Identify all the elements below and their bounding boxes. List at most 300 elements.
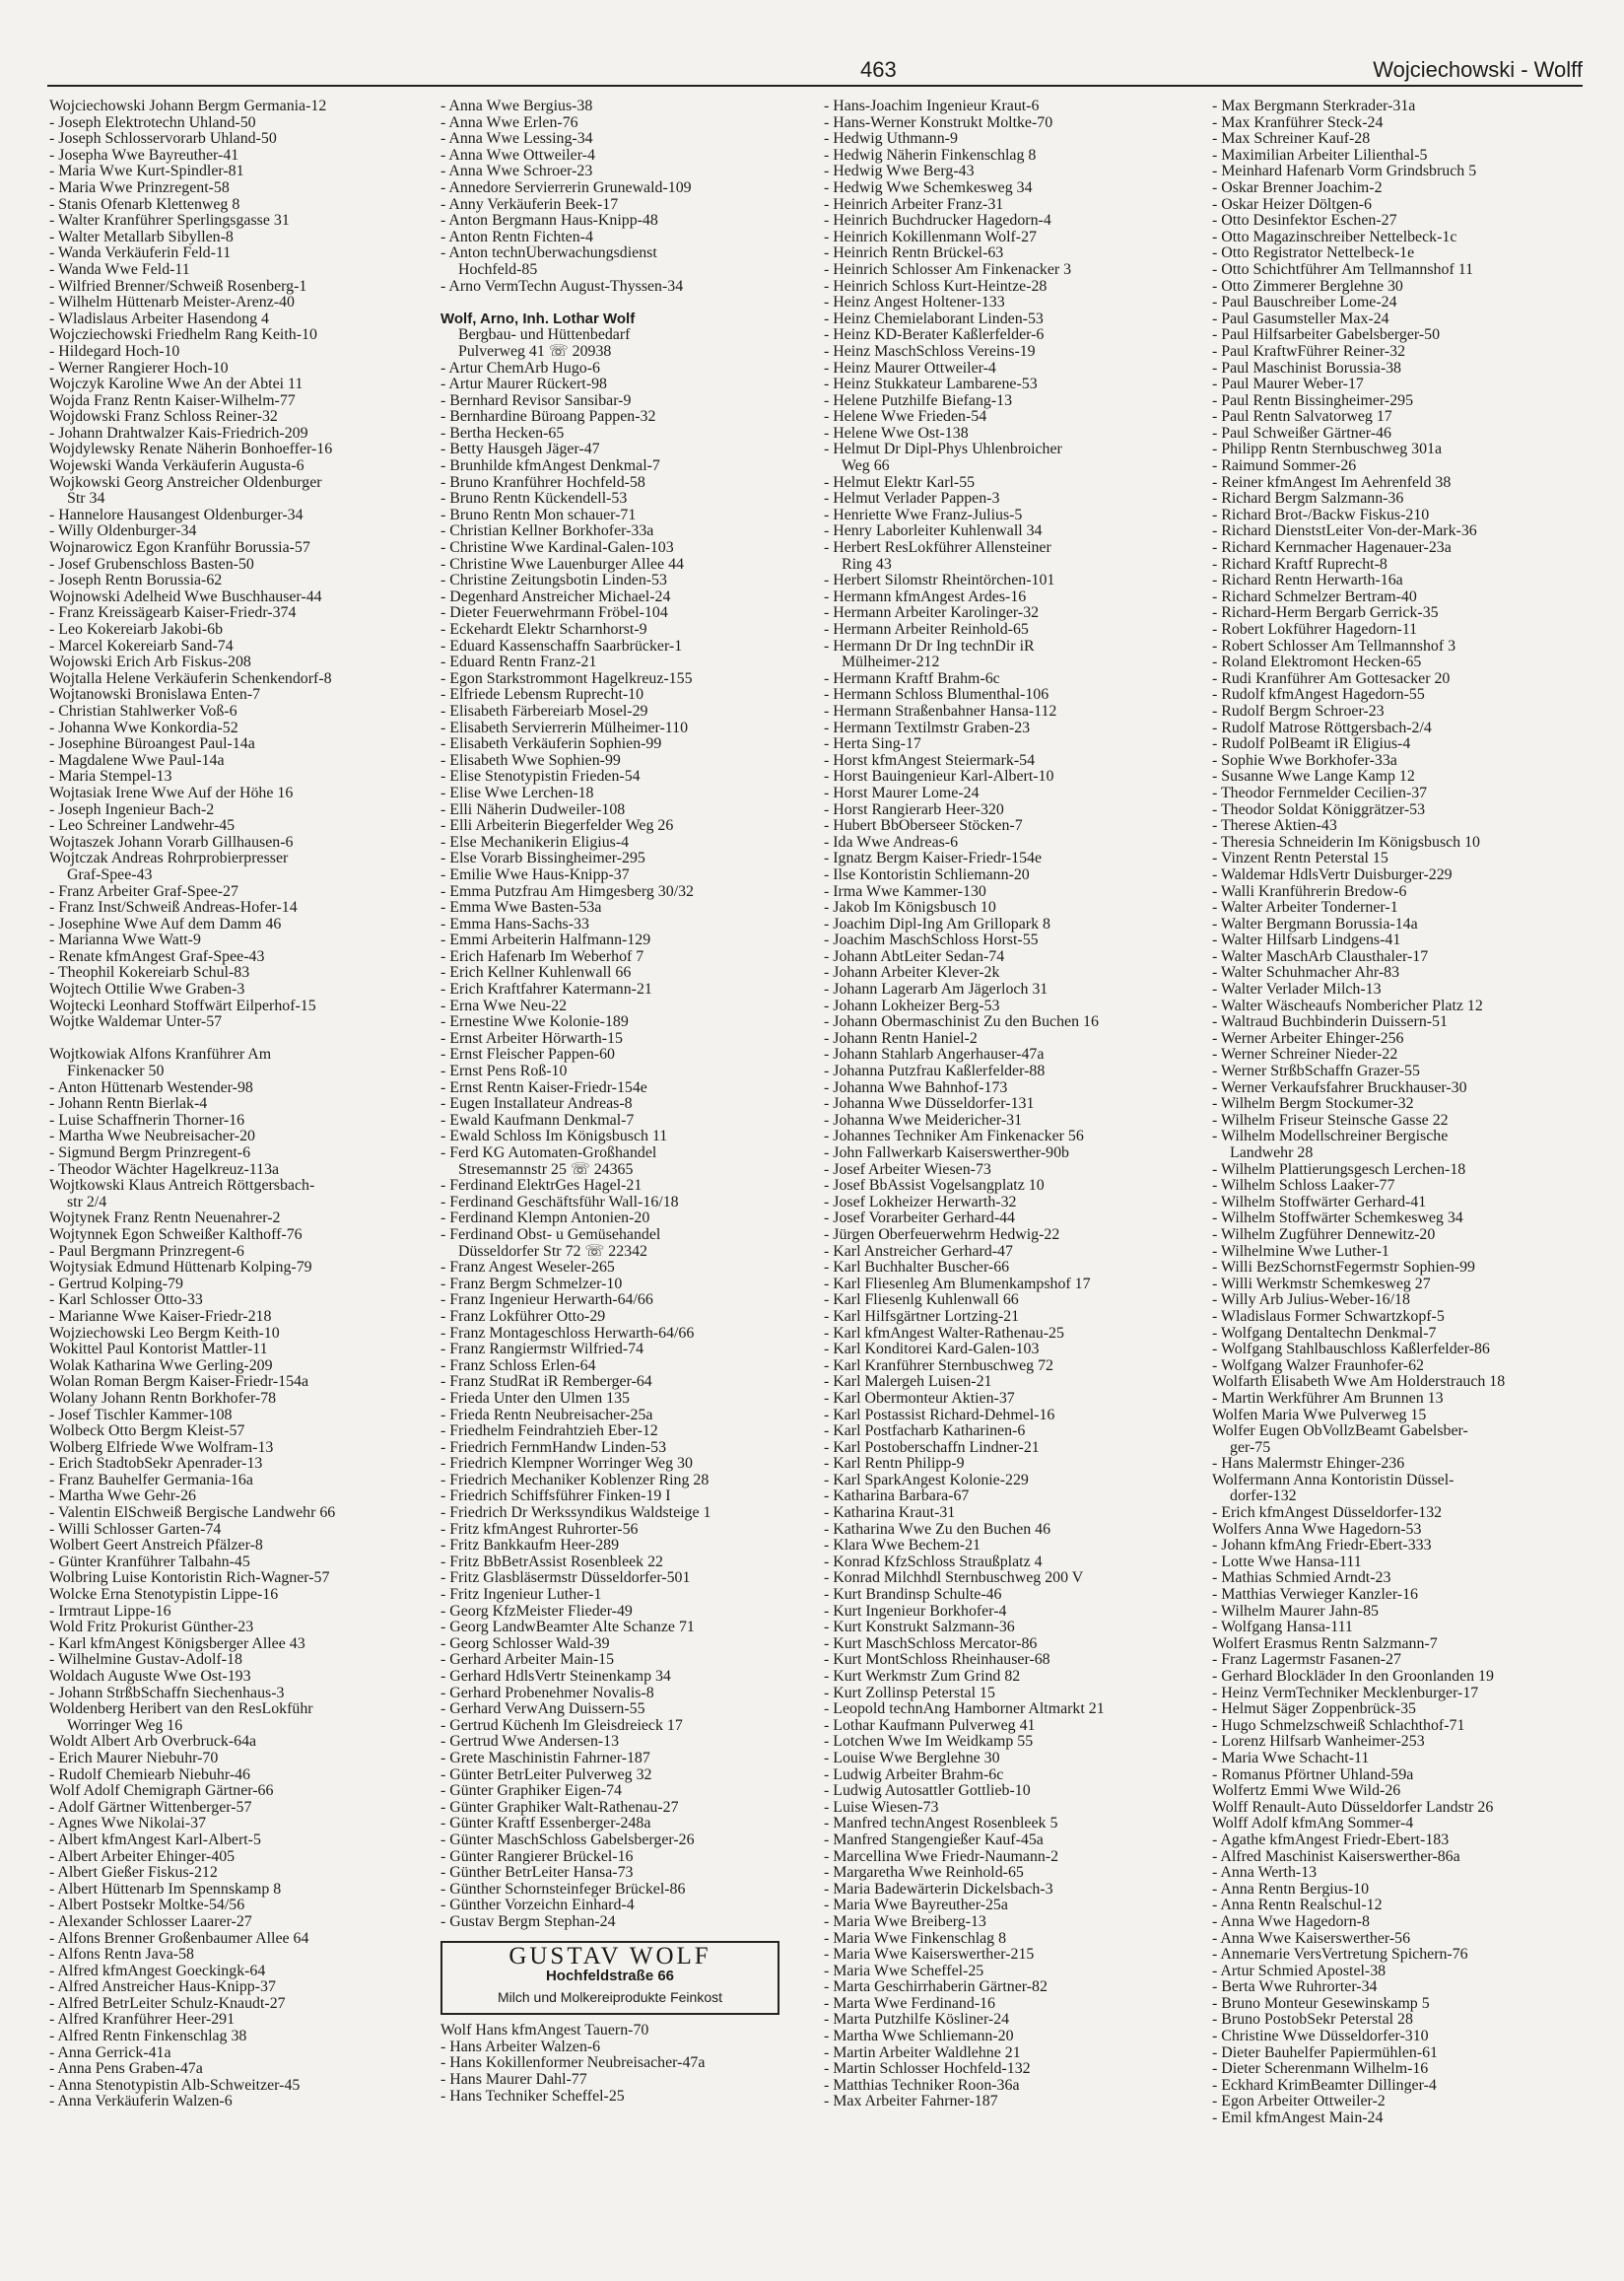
directory-entry: - Emma Wwe Basten-53a	[440, 900, 602, 917]
directory-entry: - Franz Ingenieur Herwarth-64/66	[440, 1292, 653, 1309]
directory-entry: - Wilhelm Friseur Steinsche Gasse 22	[1212, 1112, 1449, 1129]
directory-entry: - Josepha Wwe Bayreuther-41	[49, 147, 239, 164]
directory-entry: - Friedrich Dr Werkssyndikus Waldsteige 1	[440, 1505, 711, 1522]
directory-entry: Landwehr 28	[1230, 1145, 1314, 1161]
directory-entry: Wolbring Luise Kontoristin Rich-Wagner-57	[49, 1570, 330, 1587]
directory-entry: - Johanna Wwe Düsseldorfer-131	[824, 1096, 1035, 1113]
directory-entry: - Walter Bergmann Borussia-14a	[1212, 916, 1418, 933]
directory-entry: - Ernestine Wwe Kolonie-189	[440, 1014, 629, 1031]
directory-entry: - Karl SparkAngest Kolonie-229	[824, 1472, 1029, 1488]
directory-entry: - Günther Schornsteinfeger Brückel-86	[440, 1881, 686, 1898]
directory-entry: - Annedore Servierrerin Grunewald-109	[440, 179, 692, 196]
directory-entry: - Johann Arbeiter Klever-2k	[824, 965, 1000, 982]
directory-entry: Wojtecki Leonhard Stoffwärt Eilperhof-15	[49, 998, 316, 1014]
directory-entry: - Anna Wwe Kaiserswerther-56	[1212, 1930, 1411, 1947]
directory-entry: - Wanda Wwe Feld-11	[49, 261, 190, 278]
directory-entry: - Heinz KD-Berater Kaßlerfelder-6	[824, 327, 1045, 344]
directory-entry: - Hans Maurer Dahl-77	[440, 2072, 587, 2089]
directory-entry: Finkenacker 50	[67, 1064, 165, 1080]
directory-entry: Wojtkowiak Alfons Kranführer Am	[49, 1047, 272, 1064]
directory-entry: - Wolfgang Walzer Fraunhofer-62	[1212, 1357, 1424, 1374]
directory-entry: Wolfers Anna Wwe Hagedorn-53	[1212, 1521, 1422, 1538]
directory-entry: - Johann Lagerarb Am Jägerloch 31	[824, 982, 1049, 999]
directory-entry: - Frieda Rentn Neubreisacher-25a	[440, 1407, 653, 1423]
directory-entry: - Hans Techniker Scheffel-25	[440, 2088, 625, 2105]
directory-entry: - Johanna Wwe Konkordia-52	[49, 720, 238, 736]
directory-entry: - Hedwig Näherin Finkenschlag 8	[824, 147, 1037, 164]
directory-entry: - Willi Schlosser Garten-74	[49, 1521, 222, 1538]
directory-entry: - Eckehardt Elektr Scharnhorst-9	[440, 622, 647, 638]
directory-entry: Bergbau- und Hüttenbedarf	[458, 327, 631, 344]
directory-entry: - Lorenz Hilfsarb Wanheimer-253	[1212, 1734, 1425, 1751]
directory-entry: - Hermann Kraftf Brahm-6c	[824, 670, 1000, 687]
directory-entry: - Bernhardine Büroang Pappen-32	[440, 409, 656, 426]
directory-entry: Wolfarth Elisabeth Wwe Am Holderstrauch 18	[1212, 1374, 1506, 1391]
directory-entry: - Reiner kfmAngest Im Aehrenfeld 38	[1212, 474, 1452, 491]
directory-entry: - Bertha Hecken-65	[440, 425, 565, 442]
directory-entry: - Alfons Brenner Großenbaumer Allee 64	[49, 1930, 309, 1947]
directory-entry: - Gerhard VerwAng Duissern-55	[440, 1701, 645, 1718]
directory-entry: - Anton Bergmann Haus-Knipp-48	[440, 213, 658, 230]
directory-entry: - Fritz Glasbläsermstr Düsseldorfer-501	[440, 1570, 691, 1587]
directory-entry: Wolbeck Otto Bergm Kleist-57	[49, 1423, 245, 1440]
directory-entry: Wojciechowski Johann Bergm Germania-12	[49, 99, 327, 114]
directory-entry: - Hedwig Wwe Schemkesweg 34	[824, 179, 1033, 196]
directory-entry: - Otto Registrator Nettelbeck-1e	[1212, 245, 1415, 262]
directory-entry: - Paul Gasumsteller Max-24	[1212, 311, 1389, 327]
directory-entry: - Alfred Anstreicher Haus-Knipp-37	[49, 1979, 276, 1996]
directory-entry: - Anna Wwe Erlen-76	[440, 114, 578, 131]
directory-entry: - Louise Wwe Berglehne 30	[824, 1750, 1000, 1766]
directory-entry: - Richard Rentn Herwarth-16a	[1212, 573, 1403, 589]
directory-entry: - Franz Lagermstr Fasanen-27	[1212, 1652, 1401, 1669]
directory-entry: - Maria Wwe Breiberg-13	[824, 1913, 986, 1930]
directory-entry: - Christine Zeitungsbotin Linden-53	[440, 573, 667, 589]
directory-entry: - Wladislaus Former Schwartzkopf-5	[1212, 1308, 1445, 1325]
directory-entry: Weg 66	[842, 458, 890, 475]
directory-entry: Wojda Franz Rentn Kaiser-Wilhelm-77	[49, 392, 296, 409]
directory-entry: - Emmi Arbeiterin Halfmann-129	[440, 933, 651, 949]
directory-entry: Str 34	[67, 491, 105, 508]
directory-entry: - Joachim Dipl-Ing Am Grillopark 8	[824, 916, 1050, 933]
directory-entry: - Alexander Schlosser Laarer-27	[49, 1913, 252, 1930]
directory-entry: - Heinz Angest Holtener-133	[824, 295, 1005, 311]
directory-entry: - Theodor Fernmelder Cecilien-37	[1212, 785, 1428, 801]
directory-entry: - Erich Maurer Niebuhr-70	[49, 1750, 219, 1766]
directory-entry: - Walter Arbeiter Tonderner-1	[1212, 900, 1398, 917]
directory-entry: - Roland Elektromont Hecken-65	[1212, 655, 1422, 671]
directory-entry: - Ernst Fleischer Pappen-60	[440, 1047, 615, 1064]
directory-entry: - Paul Maurer Weber-17	[1212, 377, 1364, 393]
directory-entry: - Josef BbAssist Vogelsangplatz 10	[824, 1178, 1045, 1195]
directory-entry: Wolfen Maria Wwe Pulverweg 15	[1212, 1407, 1427, 1423]
directory-entry: - Adolf Gärtner Wittenberger-57	[49, 1799, 252, 1816]
directory-entry: - Karl Kranführer Sternbuschweg 72	[824, 1357, 1053, 1374]
directory-entry: Wojziechowski Leo Bergm Keith-10	[49, 1325, 280, 1342]
directory-entry: - Agnes Wwe Nikolai-37	[49, 1816, 207, 1832]
gustav-wolf-advertisement	[440, 1941, 779, 2016]
directory-entry: - Paul Bergmann Prinzregent-6	[49, 1243, 244, 1260]
directory-entry: - Ferdinand Geschäftsführ Wall-16/18	[440, 1194, 679, 1210]
directory-entry: - Wilhelm Bergm Stockumer-32	[1212, 1096, 1414, 1113]
directory-entry: - Hans-Joachim Ingenieur Kraut-6	[824, 99, 1040, 114]
directory-entry: - Theresia Schneiderin Im Königsbusch 10	[1212, 834, 1480, 851]
directory-entry: - Josef Tischler Kammer-108	[49, 1407, 233, 1423]
directory-entry: - Horst Bauingenieur Karl-Albert-10	[824, 769, 1054, 786]
directory-entry: Wolf Hans kfmAngest Tauern-70	[440, 2023, 649, 2039]
directory-entry: - Helene Wwe Ost-138	[824, 425, 969, 442]
directory-entry: - Rudolf PolBeamt iR Eligius-4	[1212, 736, 1411, 753]
directory-column-2	[440, 99, 820, 2267]
directory-entry: - Günter MaschSchloss Gabelsberger-26	[440, 1832, 695, 1848]
directory-entry: - Günter Kraftf Essenberger-248a	[440, 1816, 651, 1832]
directory-entry: - Heinrich Buchdrucker Hagedorn-4	[824, 213, 1051, 230]
directory-entry: Wold Fritz Prokurist Günther-23	[49, 1620, 254, 1636]
directory-entry: - Georg KfzMeister Flieder-49	[440, 1603, 633, 1620]
directory-entry: - Fritz Bankkaufm Heer-289	[440, 1538, 620, 1555]
directory-entry: - Alfred Maschinist Kaiserswerther-86a	[1212, 1848, 1460, 1865]
directory-entry: - Paul KraftwFührer Reiner-32	[1212, 343, 1406, 360]
directory-entry: - Elisabeth Wwe Sophien-99	[440, 752, 621, 769]
directory-entry: - Hugo Schmelzschweiß Schlachthof-71	[1212, 1717, 1465, 1734]
directory-entry: - Hildegard Hoch-10	[49, 343, 180, 360]
directory-entry: - Richard DienststLeiter Von-der-Mark-36	[1212, 523, 1477, 540]
directory-entry: Woldach Auguste Wwe Ost-193	[49, 1669, 251, 1685]
directory-entry: - Karl Postfacharb Katharinen-6	[824, 1423, 1026, 1440]
directory-entry: - Elisabeth Färbereiarb Mosel-29	[440, 703, 648, 720]
directory-entry: - Hans-Werner Konstrukt Moltke-70	[824, 114, 1053, 131]
directory-entry: - Elise Wwe Lerchen-18	[440, 785, 594, 801]
directory-entry: - Walter Kranführer Sperlingsgasse 31	[49, 213, 290, 230]
directory-entry: - Heinz Chemielaborant Linden-53	[824, 311, 1044, 327]
directory-entry: - Ferdinand ElektrGes Hagel-21	[440, 1178, 643, 1195]
directory-entry: - Albert Postsekr Moltke-54/56	[49, 1898, 245, 1914]
directory-entry: Wojtasiak Irene Wwe Auf der Höhe 16	[49, 785, 294, 801]
directory-entry: - Wilhelm Plattierungsgesch Lerchen-18	[1212, 1161, 1466, 1178]
directory-entry: - Marta Geschirrhaberin Gärtner-82	[824, 1979, 1048, 1996]
directory-entry: - Maria Wwe Finkenschlag 8	[824, 1930, 1007, 1947]
directory-entry: - Sigmund Bergm Prinzregent-6	[49, 1145, 251, 1161]
directory-entry: - Anna Rentn Realschul-12	[1212, 1898, 1383, 1914]
directory-entry: - Johann Rentn Bierlak-4	[49, 1096, 208, 1113]
directory-entry: Wolan Roman Bergm Kaiser-Friedr-154a	[49, 1374, 309, 1391]
directory-entry: - Matthias Techniker Roon-36a	[824, 2077, 1020, 2094]
directory-entry: - Georg LandwBeamter Alte Schanze 71	[440, 1620, 695, 1636]
directory-entry: - Albert Arbeiter Ehinger-405	[49, 1848, 236, 1865]
directory-entry: - Alfons Rentn Java-58	[49, 1947, 194, 1964]
directory-entry: - Joseph Ingenieur Bach-2	[49, 801, 215, 818]
directory-entry: - Lothar Kaufmann Pulverweg 41	[824, 1717, 1036, 1734]
directory-entry: - Martha Wwe Gehr-26	[49, 1488, 196, 1505]
directory-entry: - Franz Inst/Schweiß Andreas-Hofer-14	[49, 900, 298, 917]
directory-entry: - Werner Rangierer Hoch-10	[49, 360, 229, 377]
directory-entry: - Theophil Kokereiarb Schul-83	[49, 965, 250, 982]
directory-entry: - Elfriede Lebensm Ruprecht-10	[440, 687, 644, 704]
directory-entry: - Leopold technAng Hamborner Altmarkt 21	[824, 1701, 1105, 1718]
directory-entry: - Franz StudRat iR Remberger-64	[440, 1374, 652, 1391]
directory-entry: - Eduard Kassenschaffn Saarbrücker-1	[440, 638, 683, 655]
directory-entry: - Joseph Rentn Borussia-62	[49, 573, 223, 589]
directory-entry: - Katharina Wwe Zu den Buchen 46	[824, 1521, 1051, 1538]
directory-entry: - Otto Desinfektor Eschen-27	[1212, 213, 1397, 230]
directory-entry: - Leo Kokereiarb Jakobi-6b	[49, 622, 224, 638]
directory-entry: Wojtynek Franz Rentn Neuenahrer-2	[49, 1210, 281, 1227]
directory-entry: - Walter Schuhmacher Ahr-83	[1212, 965, 1400, 982]
directory-entry: - Martin Schlosser Hochfeld-132	[824, 2061, 1031, 2078]
directory-entry: Woldenberg Heribert van den ResLokführ	[49, 1701, 313, 1718]
directory-entry: - Wladislaus Arbeiter Hasendong 4	[49, 311, 270, 327]
directory-entry: - Friedrich FernmHandw Linden-53	[440, 1439, 667, 1456]
directory-entry: - Bruno Kranführer Hochfeld-58	[440, 474, 645, 491]
directory-entry: - Günter Graphiker Walt-Rathenau-27	[440, 1799, 679, 1816]
directory-entry: - Johann Obermaschinist Zu den Buchen 16	[824, 1014, 1099, 1031]
directory-entry: - Josef Arbeiter Wiesen-73	[824, 1161, 991, 1178]
directory-entry: - Jürgen Oberfeuerwehrm Hedwig-22	[824, 1226, 1060, 1243]
directory-entry: - Werner Verkaufsfahrer Bruckhauser-30	[1212, 1079, 1467, 1096]
directory-entry: - Eduard Rentn Franz-21	[440, 655, 597, 671]
directory-entry: - Hermann Straßenbahner Hansa-112	[824, 703, 1057, 720]
directory-entry: - Ferdinand Obst- u Gemüsehandel	[440, 1226, 661, 1243]
directory-column-1	[49, 99, 429, 2267]
page-number: 463	[860, 57, 897, 82]
directory-entry: - Helmut Dr Dipl-Phys Uhlenbroicher	[824, 442, 1062, 458]
directory-entry: Wolbert Geert Anstreich Pfälzer-8	[49, 1538, 263, 1555]
directory-entry: - Helmut Verlader Pappen-3	[824, 491, 1000, 508]
directory-entry: - Alfred Rentn Finkenschlag 38	[49, 2029, 247, 2045]
directory-entry: - Heinrich Schlosser Am Finkenacker 3	[824, 261, 1072, 278]
ad-company-name: GUSTAV WOLF	[508, 1942, 711, 1970]
directory-entry: - Magdalene Wwe Paul-14a	[49, 752, 225, 769]
directory-entry: - Josephine Wwe Auf dem Damm 46	[49, 916, 282, 933]
directory-entry: - Dieter Feuerwehrmann Fröbel-104	[440, 605, 668, 622]
directory-entry: - Ewald Kaufmann Denkmal-7	[440, 1112, 635, 1129]
directory-entry: - Anna Rentn Bergius-10	[1212, 1881, 1370, 1898]
directory-entry: Wojdylewsky Renate Näherin Bonhoeffer-16	[49, 442, 333, 458]
directory-entry: - Johann kfmAng Friedr-Ebert-333	[1212, 1538, 1432, 1555]
directory-entry: - Hermann Arbeiter Reinhold-65	[824, 622, 1029, 638]
directory-entry: - Katharina Barbara-67	[824, 1488, 970, 1505]
directory-entry: Wolcke Erna Stenotypistin Lippe-16	[49, 1587, 279, 1604]
directory-entry: - Emma Putzfrau Am Himgesberg 30/32	[440, 883, 695, 900]
directory-entry: - Dieter Scherenmann Wilhelm-16	[1212, 2061, 1429, 2078]
directory-entry: - Elli Arbeiterin Biegerfelder Weg 26	[440, 818, 674, 835]
directory-entry: - Christine Wwe Lauenburger Allee 44	[440, 556, 684, 573]
directory-entry: - Gerhard Blockläder In den Groonlanden 19	[1212, 1669, 1494, 1685]
directory-entry: - Berta Wwe Ruhrorter-34	[1212, 1979, 1378, 1996]
directory-entry: - Helmut Säger Zoppenbrück-35	[1212, 1701, 1416, 1718]
directory-entry: - Henry Laborleiter Kuhlenwall 34	[824, 523, 1043, 540]
directory-entry: - Martin Arbeiter Waldlehne 21	[824, 2044, 1021, 2061]
directory-entry: - Maximilian Arbeiter Lilienthal-5	[1212, 147, 1428, 164]
directory-entry: - Karl kfmAngest Königsberger Allee 43	[49, 1635, 305, 1652]
directory-entry: - Vinzent Rentn Peterstal 15	[1212, 851, 1388, 867]
directory-entry: - Erich StadtobSekr Apenrader-13	[49, 1456, 263, 1473]
directory-entry: - Alfred BetrLeiter Schulz-Knaudt-27	[49, 1995, 286, 2012]
directory-entry: Wojtysiak Edmund Hüttenarb Kolping-79	[49, 1260, 312, 1277]
directory-entry: - Kurt MaschSchloss Mercator-86	[824, 1635, 1038, 1652]
directory-entry: Wojcziechowski Friedhelm Rang Keith-10	[49, 327, 317, 344]
directory-entry: - Anna Gerrick-41a	[49, 2044, 171, 2061]
directory-entry: Wolf Adolf Chemigraph Gärtner-66	[49, 1783, 274, 1800]
directory-entry: - Matthias Verwieger Kanzler-16	[1212, 1587, 1418, 1604]
directory-entry: - Wilfried Brenner/Schweiß Rosenberg-1	[49, 278, 307, 295]
directory-entry: - Werner StrßbSchaffn Grazer-55	[1212, 1064, 1420, 1080]
directory-entry: - Hermann Dr Dr Ing technDir iR	[824, 638, 1035, 655]
directory-entry: - Emilie Wwe Haus-Knipp-37	[440, 866, 630, 883]
directory-entry: - Günther Vorzeichn Einhard-4	[440, 1898, 635, 1914]
directory-entry: - Max Arbeiter Fahrner-187	[824, 2094, 998, 2110]
directory-entry: - Albert Hüttenarb Im Spennskamp 8	[49, 1881, 282, 1898]
directory-entry: - Jakob Im Königsbusch 10	[824, 900, 996, 917]
directory-entry: - Wolfgang Dentaltechn Denkmal-7	[1212, 1325, 1437, 1342]
directory-entry: - Erna Wwe Neu-22	[440, 998, 568, 1014]
directory-entry: - Oskar Brenner Joachim-2	[1212, 179, 1383, 196]
directory-entry: Wojdowski Franz Schloss Reiner-32	[49, 409, 278, 426]
directory-entry: - Heinz MaschSchloss Vereins-19	[824, 343, 1036, 360]
directory-entry: - Ignatz Bergm Kaiser-Friedr-154e	[824, 851, 1043, 867]
directory-entry: - Maria Stempel-13	[49, 769, 172, 786]
directory-entry: - Walter Metallarb Sibyllen-8	[49, 229, 234, 245]
directory-entry: - Susanne Wwe Lange Kamp 12	[1212, 769, 1415, 786]
directory-entry: - Heinz Maurer Ottweiler-4	[824, 360, 996, 377]
directory-entry: - Friedrich Schiffsführer Finken-19 I	[440, 1488, 671, 1505]
directory-entry: - Heinz VermTechniker Mecklenburger-17	[1212, 1685, 1479, 1701]
directory-entry: Wolf, Arno, Inh. Lothar Wolf	[440, 311, 636, 327]
directory-entry: - Johann Drahtwalzer Kais-Friedrich-209	[49, 425, 308, 442]
directory-entry: Wolany Johann Rentn Borkhofer-78	[49, 1390, 277, 1407]
directory-entry: - Johann Stahlarb Angerhauser-47a	[824, 1047, 1045, 1064]
directory-entry: - Kurt Brandinsp Schulte-46	[824, 1587, 1002, 1604]
directory-entry: - Paul Schweißer Gärtner-46	[1212, 425, 1391, 442]
directory-entry: - Alfred kfmAngest Goeckingk-64	[49, 1963, 266, 1979]
directory-entry: - Willy Arb Julius-Weber-16/18	[1212, 1292, 1410, 1309]
directory-entry: - Wilhelmine Wwe Luther-1	[1212, 1243, 1389, 1260]
directory-entry: - Anna Wwe Bergius-38	[440, 99, 593, 114]
directory-entry: - Karl Buchhalter Buscher-66	[824, 1260, 1010, 1277]
directory-entry	[49, 1031, 429, 1048]
directory-entry: - Anton Rentn Fichten-4	[440, 229, 593, 245]
directory-entry: - Kurt Ingenieur Borkhofer-4	[824, 1603, 1007, 1620]
directory-entry: Wokittel Paul Kontorist Mattler-11	[49, 1342, 268, 1358]
directory-entry: - Marcel Kokereiarb Sand-74	[49, 638, 234, 655]
directory-entry: - Bruno Rentn Kückendell-53	[440, 491, 628, 508]
directory-entry: - Maria Wwe Schacht-11	[1212, 1750, 1370, 1766]
directory-entry: - Walter Hilfsarb Lindgens-41	[1212, 933, 1401, 949]
directory-entry: - Hannelore Hausangest Oldenburger-34	[49, 507, 304, 523]
directory-entry: - Martin Werkführer Am Brunnen 13	[1212, 1390, 1444, 1407]
directory-entry: - Karl Fliesenleg Am Blumenkampshof 17	[824, 1276, 1091, 1292]
directory-entry: - Hans Arbeiter Walzen-6	[440, 2039, 601, 2055]
directory-entry: - Mathias Schmied Arndt-23	[1212, 1570, 1391, 1587]
directory-entry: - Agathe kfmAngest Friedr-Ebert-183	[1212, 1832, 1450, 1848]
directory-entry: - Wilhelm Stoffwärter Gerhard-41	[1212, 1194, 1427, 1210]
directory-entry: - Rudolf Chemiearb Niebuhr-46	[49, 1766, 251, 1783]
directory-entry: Hochfeld-85	[458, 261, 538, 278]
directory-entry: - Kurt MontSchloss Rheinhauser-68	[824, 1652, 1050, 1669]
directory-entry: - Philipp Rentn Sternbuschweg 301a	[1212, 442, 1443, 458]
directory-entry: Wojewski Wanda Verkäuferin Augusta-6	[49, 458, 304, 475]
directory-entry: - Christine Wwe Kardinal-Galen-103	[440, 540, 674, 557]
directory-entry: - Manfred technAngest Rosenbleek 5	[824, 1816, 1058, 1832]
directory-entry: Wojnowski Adelheid Wwe Buschhauser-44	[49, 588, 322, 605]
directory-entry: - Rudi Kranführer Am Gottesacker 20	[1212, 670, 1451, 687]
directory-entry: - Horst Rangierarb Heer-320	[824, 801, 1004, 818]
directory-entry: - Christian Kellner Borkhofer-33a	[440, 523, 654, 540]
directory-entry: Wojtaszek Johann Vorarb Gillhausen-6	[49, 834, 294, 851]
directory-entry: - Hedwig Wwe Berg-43	[824, 164, 975, 180]
directory-entry: - Frieda Unter den Ulmen 135	[440, 1390, 630, 1407]
directory-entry: - Johanna Putzfrau Kaßlerfelder-88	[824, 1064, 1046, 1080]
directory-entry: - Karl Obermonteur Aktien-37	[824, 1390, 1015, 1407]
directory-entry: - Josef Grubenschloss Basten-50	[49, 556, 254, 573]
directory-entry: Stresemannstr 25 ☏ 24365	[458, 1161, 634, 1178]
directory-entry: - Therese Aktien-43	[1212, 818, 1337, 835]
directory-entry: Wojtczak Andreas Rohrprobierpresser	[49, 851, 289, 867]
directory-entry	[440, 295, 820, 311]
directory-entry: Wojtke Waldemar Unter-57	[49, 1014, 223, 1031]
directory-entry: - Anna Wwe Ottweiler-4	[440, 147, 595, 164]
directory-entry: - Marta Putzhilfe Kösliner-24	[824, 2012, 1010, 2029]
directory-entry: - Romanus Pförtner Uhland-59a	[1212, 1766, 1414, 1783]
directory-entry: - Johann Rentn Haniel-2	[824, 1030, 978, 1047]
directory-entry: - Helene Putzhilfe Biefang-13	[824, 392, 1013, 409]
directory-entry: - Hermann kfmAngest Ardes-16	[824, 588, 1027, 605]
directory-entry: - Wilhelm Stoffwärter Schemkesweg 34	[1212, 1210, 1463, 1227]
directory-entry: - Wilhelm Modellschreiner Bergische	[1212, 1129, 1449, 1145]
directory-entry: - Herbert ResLokführer Allensteiner	[824, 540, 1051, 557]
directory-entry: - Elise Stenotypistin Frieden-54	[440, 769, 641, 786]
directory-entry: - Ferd KG Automaten-Großhandel	[440, 1145, 657, 1161]
directory-entry: Graf-Spee-43	[67, 866, 153, 883]
directory-entry: - Joseph Schlosservorarb Uhland-50	[49, 131, 277, 148]
directory-entry: - Anna Wwe Hagedorn-8	[1212, 1913, 1370, 1930]
directory-entry: - Anna Verkäuferin Walzen-6	[49, 2094, 233, 2110]
directory-entry: - Max Bergmann Sterkrader-31a	[1212, 99, 1416, 114]
directory-entry: - Georg Schlosser Wald-39	[440, 1635, 610, 1652]
directory-entry: - Willi Werkmstr Schemkesweg 27	[1212, 1276, 1431, 1292]
directory-entry: - Fritz Ingenieur Luther-1	[440, 1587, 602, 1604]
directory-entry: - Elisabeth Verkäuferin Sophien-99	[440, 736, 662, 753]
directory-entry: - Franz Montageschloss Herwarth-64/66	[440, 1325, 695, 1342]
directory-columns	[49, 99, 1587, 2267]
directory-entry: - Josephine Büroangest Paul-14a	[49, 736, 255, 753]
directory-entry: - Walter Wäscheaufs Nombericher Platz 12	[1212, 998, 1483, 1014]
directory-entry: - Richard Kraftf Ruprecht-8	[1212, 556, 1387, 573]
directory-entry: - Else Vorarb Bissingheimer-295	[440, 851, 645, 867]
directory-entry: Wojtkowski Klaus Antreich Röttgersbach-	[49, 1178, 315, 1195]
directory-entry: - Joseph Elektrotechn Uhland-50	[49, 114, 256, 131]
directory-entry: - Fritz kfmAngest Ruhrorter-56	[440, 1521, 639, 1538]
directory-entry: - Heinrich Rentn Brückel-63	[824, 245, 1004, 262]
directory-entry: Wolfer Eugen ObVollzBeamt Gabelsber-	[1212, 1423, 1468, 1440]
directory-entry: - Ida Wwe Andreas-6	[824, 834, 959, 851]
directory-entry: - Gerhard Arbeiter Main-15	[440, 1652, 615, 1669]
directory-entry: - Wolfgang Hansa-111	[1212, 1620, 1353, 1636]
directory-entry: - Günter Graphiker Eigen-74	[440, 1783, 622, 1800]
directory-entry: Wolfermann Anna Kontoristin Düssel-	[1212, 1472, 1455, 1488]
directory-entry: Wojtalla Helene Verkäuferin Schenkendorf-8	[49, 670, 332, 687]
directory-entry: - Ferdinand Klempn Antonien-20	[440, 1210, 650, 1227]
directory-entry: - Franz Lokführer Otto-29	[440, 1308, 606, 1325]
directory-entry: - Wolfgang Stahlbauschloss Kaßlerfelder-86	[1212, 1342, 1490, 1358]
directory-entry: - Christian Stahlwerker Voß-6	[49, 703, 237, 720]
directory-entry: - Katharina Kraut-31	[824, 1505, 956, 1522]
directory-entry: - Irma Wwe Kammer-130	[824, 883, 986, 900]
directory-entry: - Grete Maschinistin Fahrner-187	[440, 1750, 650, 1766]
directory-entry: - Hans Malermstr Ehinger-236	[1212, 1456, 1405, 1473]
directory-entry: - Richard Schmelzer Bertram-40	[1212, 588, 1417, 605]
directory-entry: - Eckhard KrimBeamter Dillinger-4	[1212, 2077, 1437, 2094]
